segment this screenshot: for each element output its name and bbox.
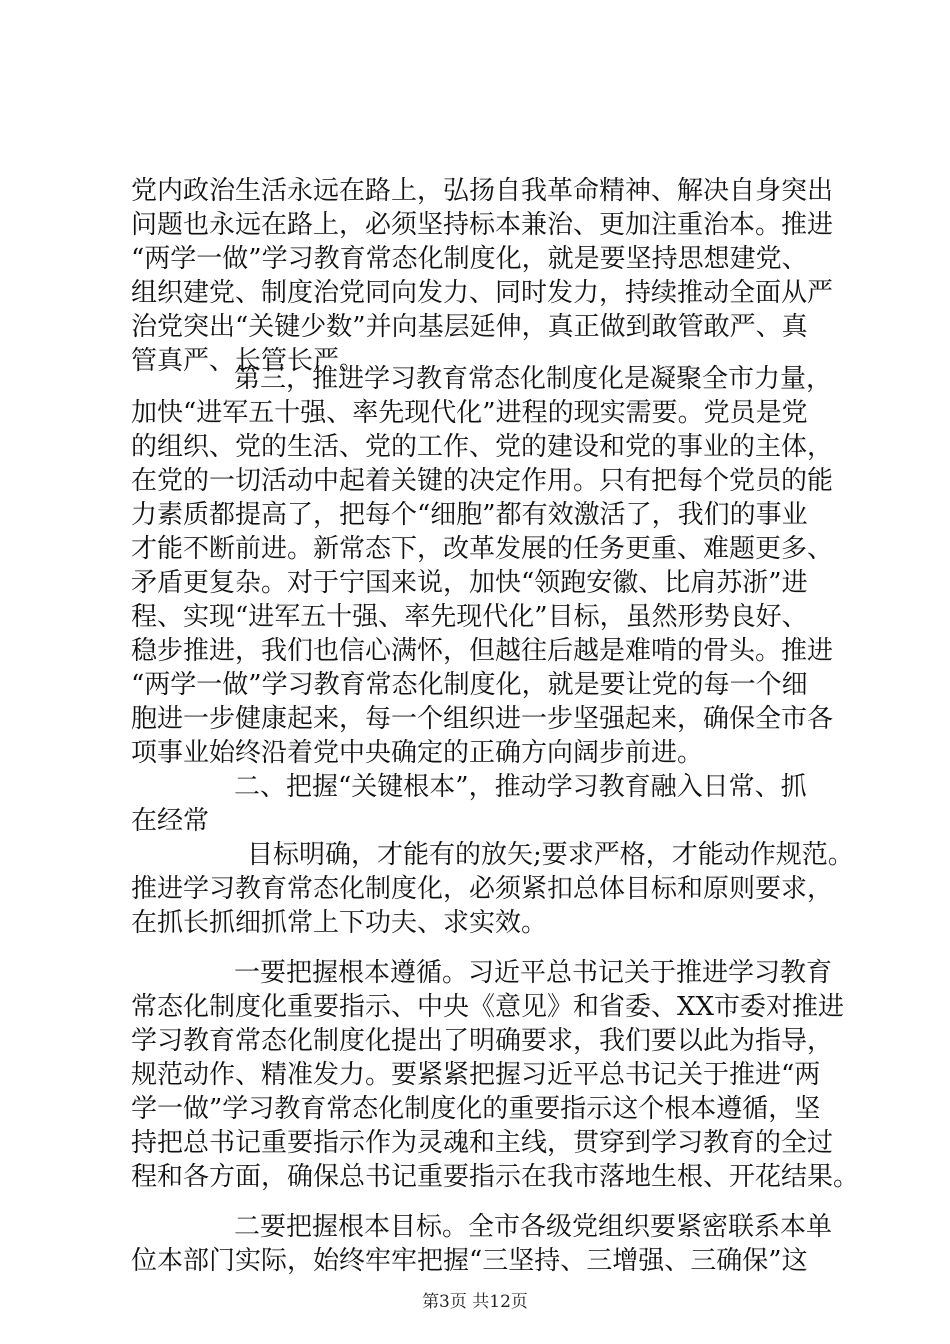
text-line: 学习教育常态化制度化提出了明确要求，我们要以此为指导， [131,1026,834,1056]
text-line: 一要把握根本遵循。习近平总书记关于推进学习教育 [234,958,833,988]
text-line: 的组织、党的生活、党的工作、党的建设和党的事业的主体， [131,432,834,462]
text-line: 第三，推进学习教育常态化制度化是凝聚全市力量， [234,364,833,394]
text-line: 组织建党、制度治党同向发力、同时发力，持续推动全面从严 [131,278,834,308]
text-line: 程、实现“进军五十强、率先现代化”目标，虽然形势良好、 [131,602,808,632]
text-line: 规范动作、精准发力。要紧紧把握习近平总书记关于推进“两 [131,1060,821,1090]
text-line: “两学一做”学习教育常态化制度化，就是要坚持思想建党、 [131,244,808,274]
text-line: 党内政治生活永远在路上，弘扬自我革命精神、解决自身突出 [131,176,834,206]
text-line: 学一做”学习教育常态化制度化的重要指示这个根本遵循，坚 [131,1094,821,1124]
text-line: 位本部门实际，始终牢牢把握“三坚持、三增强、三确保”这 [131,1246,808,1276]
text-line: “两学一做”学习教育常态化制度化，就是要让党的每一个细 [131,670,808,700]
text-line: 在抓长抓细抓常上下功夫、求实效。 [131,908,548,938]
text-line: 程和各方面，确保总书记重要指示在我市落地生根、开花结果。 [131,1162,860,1192]
text-line: 稳步推进，我们也信心满怀，但越往后越是难啃的骨头。推进 [131,636,834,666]
text-line: 项事业始终沿着党中央确定的正确方向阔步前进。 [131,738,704,768]
text-line: 治党突出“关键少数”并向基层延伸，真正做到敢管敢严、真 [131,312,808,342]
text-line: 在党的一切活动中起着关键的决定作用。只有把每个党员的能 [131,466,834,496]
text-line: 管真严、长管长严。 [131,346,366,376]
section-heading-cont: 在经常 [131,806,210,836]
text-line: 目标明确，才能有的放矢;要求严格，才能动作规范。 [247,840,854,870]
text-line: 推进学习教育常态化制度化，必须紧扣总体目标和原则要求， [131,874,834,904]
text-line: 二要把握根本目标。全市各级党组织要紧密联系本单 [234,1212,833,1242]
text-line: 持把总书记重要指示作为灵魂和主线，贯穿到学习教育的全过 [131,1128,834,1158]
text-line: 力素质都提高了，把每个“细胞”都有效激活了，我们的事业 [131,500,808,530]
page-number-footer: 第3页 共12页 [422,1292,528,1312]
section-heading: 二、把握“关键根本”，推动学习教育融入日常、抓 [234,772,807,802]
text-line: 常态化制度化重要指示、中央《意见》和省委、XX市委对推进 [131,992,845,1022]
text-line: 加快“进军五十强、率先现代化”进程的现实需要。党员是党 [131,398,808,428]
text-line: 问题也永远在路上，必须坚持标本兼治、更加注重治本。推进 [131,210,834,240]
text-line: 矛盾更复杂。对于宁国来说，加快“领跑安徽、比肩苏浙”进 [131,568,808,598]
text-line: 才能不断前进。新常态下，改革发展的任务更重、难题更多、 [131,534,834,564]
text-line: 胞进一步健康起来，每一个组织进一步坚强起来，确保全市各 [131,704,834,734]
